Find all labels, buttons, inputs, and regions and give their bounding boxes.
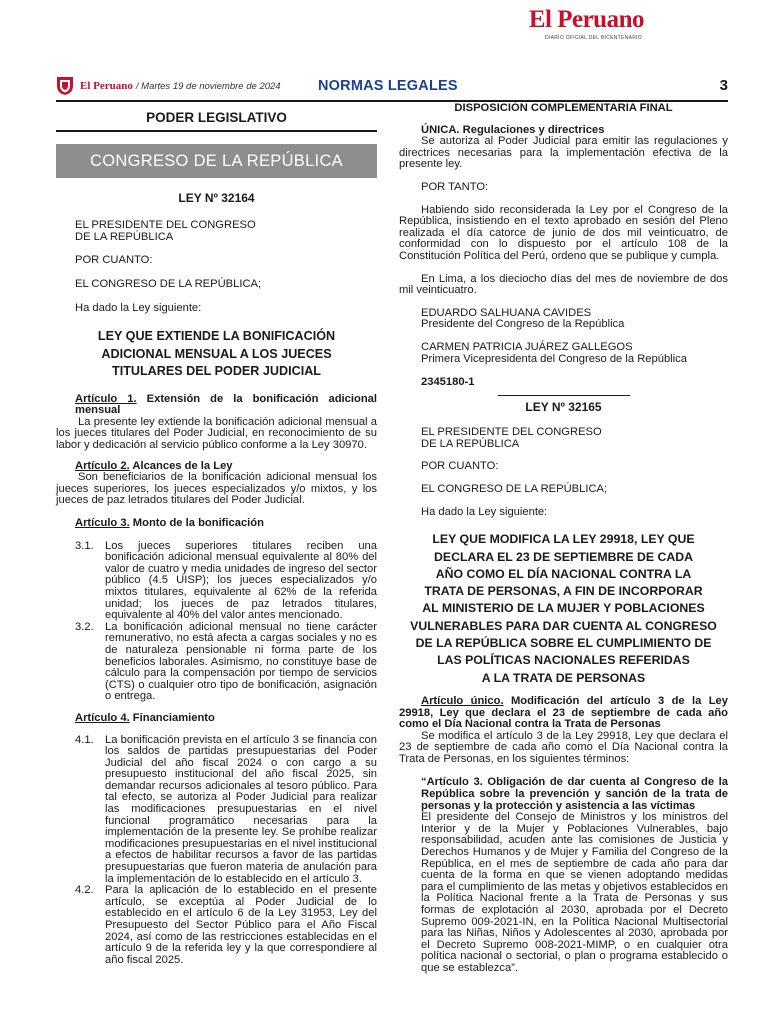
article-heading: Extensión de la bonificación adicional mensual [75, 392, 377, 417]
article-heading: Alcances de la Ley [129, 459, 233, 472]
law-title-line: LEY QUE MODIFICA LA LEY 29918, LEY QUE [432, 532, 695, 547]
list-item [56, 735, 377, 886]
section-title: PODER LEGISLATIVO [146, 110, 287, 125]
law-title-line: VULNERABLES PARA DAR CUENTA AL CONGRESO [410, 618, 717, 633]
congreso-line: EL CONGRESO DE LA REPÚBLICA; [75, 277, 262, 290]
shield-icon [56, 76, 74, 96]
list-item [56, 541, 377, 622]
item-number: 4.1. [75, 733, 94, 746]
article-unico-text: Se modifica el artículo 3 de la Ley 29918, Ley que declara el 23 de septiembre de cada año como el Día Nacional contra la Trata de Personas, en los siguientes términos: [399, 729, 728, 765]
article-heading: Modificación del artículo 3 de la Ley 29918, Ley que declara el 23 de septiembre de cada año como el Día Nacional contra la Trata de Personas [399, 694, 728, 731]
right-column [399, 102, 728, 975]
page-number: 3 [719, 77, 728, 94]
law-title-line: DECLARA EL 23 DE SEPTIEMBRE DE CADA [434, 549, 693, 564]
law-title-line: TRATA DE PERSONAS, A FIN DE INCORPORAR [424, 584, 703, 599]
law-title-line: LEY QUE EXTIENDE LA BONIFICACIÓN [97, 329, 336, 344]
ha-dado: Ha dado la Ley siguiente: [421, 505, 548, 518]
section-rule [56, 130, 377, 132]
header-section: NORMAS LEGALES [318, 78, 458, 94]
president-line [56, 220, 377, 243]
president-line-1: EL PRESIDENTE DEL CONGRESO [75, 219, 256, 232]
en-lima-text: En Lima, a los dieciocho días del mes de noviembre de dos mil veinticuatro. [399, 272, 728, 297]
law-title-line: AÑO COMO EL DÍA NACIONAL CONTRA LA [435, 566, 692, 581]
item-text: La bonificación prevista en el artículo 3 se financia con los saldos de partidas presupuestarias del Poder Judicial del año fiscal 2024 o con cargo a su presupuesto institucional del año fiscal 2025, sin demandar recursos adicionales al tesoro público. Para tal efecto, se autoriza al Poder Judicial para realizar las modificaciones presupuestarias en el nivel funcional programático necesarias para la implementación de la presente ley. Se prohíbe realizar modificaciones presupuestarias en el nivel institucional a efectos de habilitar recursos a favor de las partidas presupuestarias que fueron materia de anulación para la implementación de lo establecido en el artículo 3. [105, 733, 377, 885]
item-number: 4.2. [75, 884, 94, 897]
signature-name: CARMEN PATRICIA JUÁREZ GALLEGOS [421, 340, 633, 353]
congress-banner: CONGRESO DE LA REPÚBLICA [56, 144, 377, 178]
president-line [399, 427, 728, 450]
left-column [56, 102, 377, 966]
por-cuanto: POR CUANTO: [421, 460, 499, 473]
quote-text: El presidente del Consejo de Ministros y los ministros del Interior y de la Mujer y Poblaciones Vulnerables, bajo responsabilidad, acuden ante las comisiones de Justicia y Derechos Humanos y de Mujer y Familia del Congreso de la República, en el mes de septiembre de cada año para dar cuenta de la forma en que se vienen adoptando medidas para el cumplimiento de las metas y objetivos establecidos en la Política Nacional frente a la Trata de Personas y sus formas de explotación al 2030, aprobada por el Decreto Supremo 009-2021-IN, en la Política Nacional Multisectorial para las Niñas, Niños y Adolescentes al 2030, aprobada por el Decreto Supremo 008-2021-MIMP, o en cualquier otra política nacional o sectorial, o plan o programa establecido o que se establezca”. [421, 811, 728, 974]
masthead-logo: El Peruano [528, 6, 644, 33]
disposition-title: DISPOSICIÓN COMPLEMENTARIA FINAL [454, 102, 673, 114]
reconsiderada-text: Habiendo sido reconsiderada la Ley por el Congreso de la República, insistiendo en el texto aprobado en sesión del Pleno realizada el día catorce de junio de dos mil veinticuatro, de conformidad con lo dispuesto por el artículo 108 de la Constitución Política del Perú, ordeno que se publique y cumpla. [399, 203, 728, 262]
page-header [56, 74, 728, 100]
masthead-tagline: DIARIO OFICIAL DEL BICENTENARIO [545, 35, 642, 41]
header-logo [56, 76, 281, 96]
article-heading: Financiamiento [129, 711, 215, 724]
list-item [56, 885, 377, 966]
article-heading: Monto de la bonificación [129, 517, 264, 529]
article-label: Artículo 1. [75, 392, 137, 405]
ha-dado: Ha dado la Ley siguiente: [75, 301, 202, 314]
article-1-text: La presente ley extiende la bonificación adicional mensual a los jueces titulares del Poder Judicial, en reconocimiento de su labor y dedicación al servicio público conforme a la Ley 30970. [56, 415, 377, 452]
article-4-heading [56, 713, 377, 725]
article-2-text: Son beneficiarios de la bonificación adicional mensual los jueces superiores, los jueces especializados y/o mixtos, y los jueces de paz letrados titulares del Poder Judicial. [56, 471, 377, 507]
article-unico-heading [399, 696, 728, 731]
president-line-1: EL PRESIDENTE DEL CONGRESO [421, 426, 602, 439]
masthead [0, 0, 768, 62]
item-text: Para la aplicación de lo establecido en el presente artículo, se exceptúa al Poder Judicial de lo establecido en el artículo 6 de la Ley 31953, Ley del Presupuesto del Sector Público para el Año Fiscal 2024, así como de las restricciones establecidas en el artículo 9 de la referida ley y la que correspondiere al año fiscal 2025. [105, 884, 377, 966]
law-title [399, 531, 728, 687]
president-line-2: DE LA REPÚBLICA [75, 230, 174, 243]
header-brand: El Peruano [80, 80, 133, 92]
item-number: 3.2. [75, 620, 94, 633]
reference-number: 2345180-1 [421, 376, 475, 389]
article-label: Artículo único. [421, 694, 504, 707]
quote-heading: “Artículo 3. Obligación de dar cuenta al Congreso de la República sobre la prevención y sanción de la trata de personas y la protección y asistencia a las víctimas [421, 776, 728, 812]
article-label: Artículo 2. [75, 459, 130, 472]
header-date: / Martes 19 de noviembre de 2024 [135, 80, 281, 92]
signature-role: Presidente del Congreso de la República [421, 318, 625, 331]
law-number-32165: LEY Nº 32165 [525, 399, 602, 414]
por-tanto: POR TANTO: [421, 180, 489, 193]
president-line-2: DE LA REPÚBLICA [421, 437, 520, 450]
signature-name: EDUARDO SALHUANA CAVIDES [421, 306, 592, 319]
law-title-line: TITULARES DEL PODER JUDICIAL [112, 364, 321, 379]
signature-1 [399, 308, 728, 331]
law-title-line: AL MINISTERIO DE LA MUJER Y POBLACIONES [422, 601, 705, 616]
law-title [56, 328, 377, 381]
item-text: Los jueces superiores titulares reciben una bonificación adicional mensual equivalente al 80% del valor de cuatro y media unidades de ingreso del sector público (4.5 UISP); los jueces especializados y/o mixtos titulares, equivalente al 62% de la referida unidad; los jueces de paz letrados titulares, equivalente al 40% del valor antes mencionado. [105, 539, 377, 622]
article-3-heading [56, 518, 377, 530]
law-title-line: DE LA REPÚBLICA SOBRE EL CUMPLIMIENTO DE [415, 636, 712, 651]
item-number: 3.1. [75, 539, 94, 552]
law-number-32164: LEY Nº 32164 [178, 190, 255, 205]
unica-heading: ÚNICA. Regulaciones y directrices [421, 123, 605, 136]
article-label: Artículo 3. [75, 517, 130, 529]
signature-2 [399, 342, 728, 365]
unica-text: Se autoriza al Poder Judicial para emitir las regulaciones y directrices necesarias para la implementación efectiva de la presente ley. [399, 135, 728, 171]
list-item [56, 622, 377, 703]
law-title-line: A LA TRATA DE PERSONAS [481, 670, 646, 685]
separator-rule [498, 395, 630, 396]
item-text: La bonificación adicional mensual no tiene carácter remunerativo, no está afecta a cargas sociales y no es de naturaleza pensionable ni forma parte de los beneficios laborales. Asimismo, no constituye base de cálculo para la compensación por tiempo de servicios (CTS) o cualquier otro tipo de bonificación, asignación o entrega. [105, 620, 377, 703]
signature-role: Primera Vicepresidenta del Congreso de la República [421, 352, 687, 365]
congreso-line: EL CONGRESO DE LA REPÚBLICA; [421, 483, 608, 496]
article-label: Artículo 4. [75, 711, 130, 724]
por-cuanto: POR CUANTO: [75, 254, 153, 267]
law-title-line: ADICIONAL MENSUAL A LOS JUECES [101, 346, 332, 361]
article-1-heading [56, 394, 377, 417]
law-title-line: LAS POLÍTICAS NACIONALES REFERIDAS [437, 653, 690, 668]
